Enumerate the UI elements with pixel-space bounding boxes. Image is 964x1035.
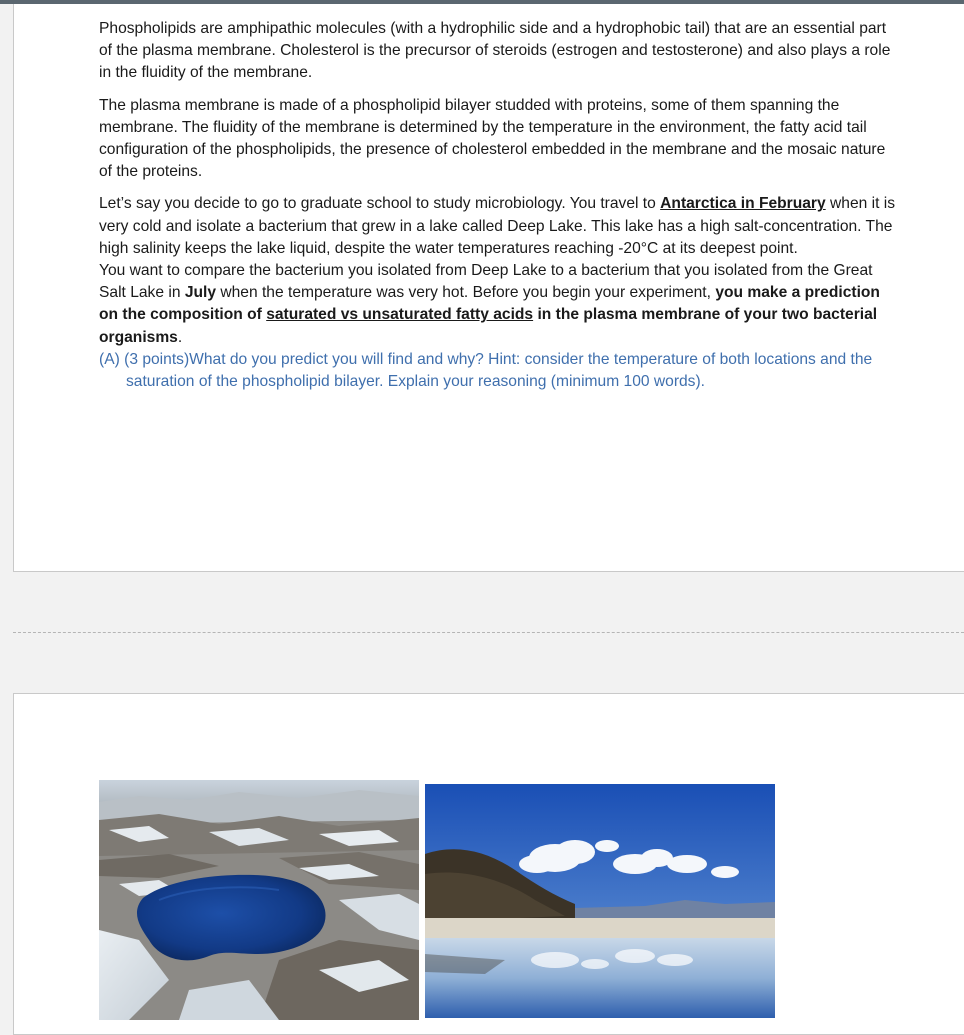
paragraph-comparison (99, 260, 899, 349)
question-a (99, 349, 899, 393)
paragraph-phospholipids: Phospholipids are amphipathic molecules (with a hydrophilic side and a hydrophobic tail) that are an essential part of the plasma membrane. Cholesterol is the precursor of steroids (estrogen and testosterone) and also plays a role in the fluidity of the membrane. (99, 20, 891, 82)
page-break-divider (13, 632, 964, 633)
antarctica-february-emphasis: Antarctica in February (660, 195, 826, 213)
document-page-1 (13, 4, 964, 572)
question-a-label: (A) (99, 350, 120, 368)
prediction-lead: you make a prediction on the composition of (99, 284, 880, 324)
document-page-2 (13, 693, 964, 1035)
deep-lake-antarctica-photo (99, 780, 419, 1020)
prediction-tail: in the plasma membrane of your two bacterial organisms (99, 306, 878, 346)
paragraph-comparison-period: . (177, 328, 183, 346)
paragraph-comparison-middle: when the temperature was very hot. Before you begin your experiment, (216, 284, 716, 302)
paragraph-antarctica-rest: when it is very cold and isolate a bacterium that grew in a lake called Deep Lake. This lake has a high salt-concentration. The high salinity keeps the lake liquid, despite the water temperatures reaching -20°C at its deepest point. (99, 195, 896, 257)
july-emphasis: July (184, 284, 217, 302)
paragraph-plasma-membrane: The plasma membrane is made of a phospholipid bilayer studded with proteins, some of them spanning the membrane. The fluidity of the membrane is determined by the temperature in the environment, the fatty acid tail configuration of the phospholipids, the presence of cholesterol embedded in the membrane and the mosaic nature of the proteins. (99, 96, 886, 181)
great-salt-lake-photo (425, 784, 775, 1018)
paragraph-antarctica-intro: Let’s say you decide to go to graduate school to study microbiology. You travel to (99, 195, 661, 213)
question-a-text: (3 points)What do you predict you will find and why? Hint: consider the temperature of both locations and the saturation of the phospholipid bilayer. Explain your reasoning (minimum 100 words). (124, 350, 873, 391)
paragraph-comparison-intro: You want to compare the bacterium you isolated from Deep Lake to a bacterium that you isolated from the Great Salt Lake in (99, 262, 873, 302)
saturated-unsaturated-emphasis: saturated vs unsaturated fatty acids (266, 306, 534, 324)
page-content (99, 18, 899, 403)
paragraph-antarctica (99, 193, 899, 260)
